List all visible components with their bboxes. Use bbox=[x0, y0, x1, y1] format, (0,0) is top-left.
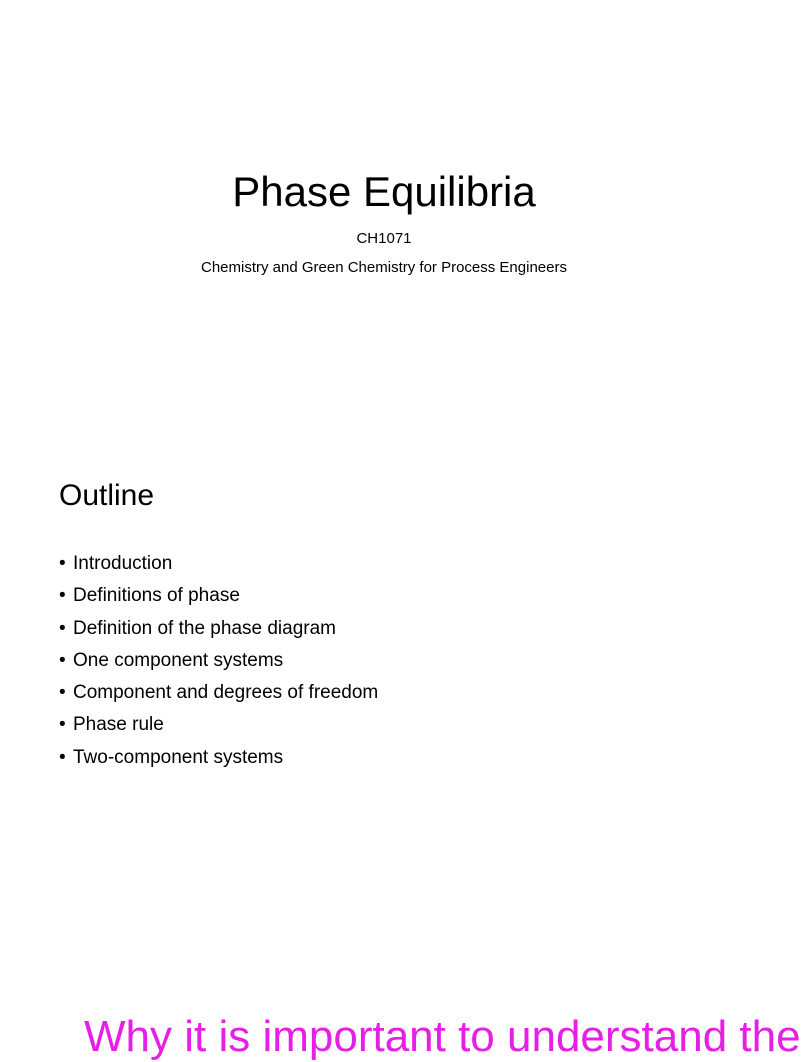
bullet-icon: • bbox=[59, 553, 66, 574]
list-item bbox=[59, 645, 378, 677]
slide-title: Phase Equilibria bbox=[232, 168, 536, 215]
list-item-label: Two-component systems bbox=[73, 746, 284, 768]
list-item bbox=[59, 580, 378, 612]
list-item-label: Definitions of phase bbox=[73, 585, 240, 607]
list-item-label: Phase rule bbox=[73, 714, 164, 736]
list-item bbox=[59, 742, 378, 774]
list-item-label: Component and degrees of freedom bbox=[73, 682, 379, 704]
bullet-icon: • bbox=[59, 585, 66, 607]
next-slide-partial bbox=[0, 1004, 801, 1061]
next-slide-heading: Why it is important to understand the bbox=[84, 1012, 801, 1061]
list-item bbox=[59, 677, 378, 709]
outline-slide bbox=[0, 440, 768, 985]
bullet-icon: • bbox=[59, 714, 66, 736]
list-item-label: Introduction bbox=[73, 553, 173, 574]
list-item-label: One component systems bbox=[73, 649, 284, 671]
bullet-icon: • bbox=[59, 649, 66, 671]
list-item-label: Definition of the phase diagram bbox=[73, 617, 336, 639]
bullet-icon: • bbox=[59, 682, 66, 704]
outline-list bbox=[59, 548, 378, 774]
list-item bbox=[59, 613, 378, 645]
title-slide bbox=[0, 0, 768, 440]
list-item bbox=[59, 709, 378, 741]
course-code: CH1071 bbox=[356, 230, 412, 247]
bullet-icon: • bbox=[59, 617, 66, 639]
course-name: Chemistry and Green Chemistry for Process Engineers bbox=[201, 259, 567, 276]
list-item bbox=[59, 548, 378, 580]
outline-heading: Outline bbox=[59, 479, 155, 512]
bullet-icon: • bbox=[59, 746, 66, 768]
